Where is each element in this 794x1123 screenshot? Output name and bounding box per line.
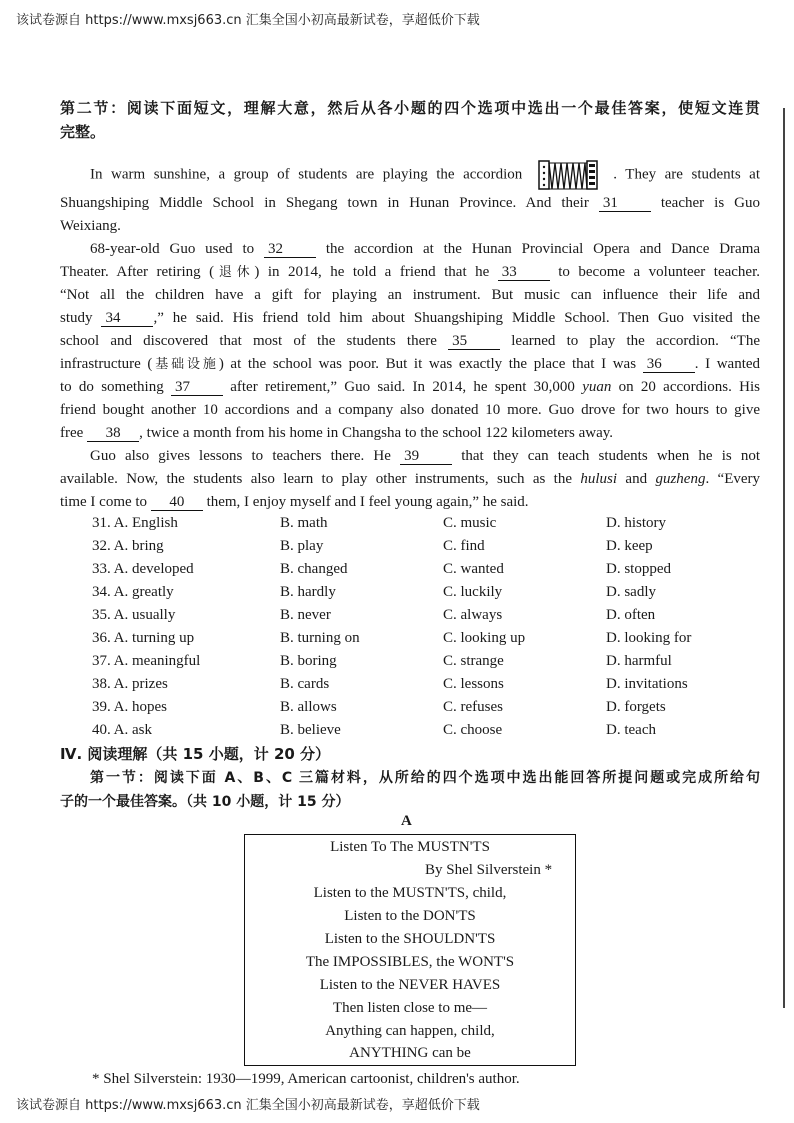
instruction-line-2: 子的一个最佳答案。（共 10 小题，计 15 分）: [60, 794, 350, 810]
option-c[interactable]: C. strange: [443, 653, 504, 669]
option-row: [92, 558, 752, 581]
passage-text: to do something: [60, 379, 164, 395]
section-title-line-2: 完整。: [60, 123, 106, 141]
passage-text: ) in 2014, he told a friend that he: [254, 264, 490, 280]
passage-text: school and discovered that most of the students there: [60, 333, 437, 349]
option-row: [92, 604, 752, 627]
option-a[interactable]: 36. A. turning up: [92, 630, 195, 646]
poem-line: The IMPOSSIBLES, the WONT'S: [305, 954, 515, 970]
passage-line: Weixiang.: [60, 218, 121, 234]
passage-text: 68-year-old Guo used to: [90, 241, 255, 257]
option-b[interactable]: B. cards: [280, 676, 330, 692]
poem-line: Listen to the NEVER HAVES: [319, 977, 501, 993]
option-d[interactable]: D. history: [606, 515, 666, 531]
passage-italic: yuan: [582, 379, 612, 395]
option-row: [92, 512, 752, 535]
blank-34[interactable]: 34: [101, 310, 153, 327]
passage-italic: hulusi: [580, 471, 618, 487]
passage-text: teacher is Guo: [660, 195, 761, 211]
accordion-icon: [537, 155, 599, 195]
option-b[interactable]: B. hardly: [280, 584, 336, 600]
option-d[interactable]: D. teach: [606, 722, 656, 738]
blank-37[interactable]: 37: [171, 379, 223, 396]
passage-line: [60, 377, 760, 397]
blank-39[interactable]: 39: [400, 448, 452, 465]
option-row: [92, 627, 752, 650]
passage-text: the accordion at the Hunan Provincial Opera and Dance Drama: [325, 241, 761, 257]
section-title: [60, 96, 760, 144]
option-b[interactable]: B. changed: [280, 561, 348, 577]
option-d[interactable]: D. often: [606, 607, 656, 623]
option-d[interactable]: D. keep: [606, 538, 653, 554]
passage-line: [60, 239, 760, 259]
passage-text: . “Every: [705, 471, 761, 487]
option-a[interactable]: 39. A. hopes: [92, 699, 167, 715]
passage-italic: guzheng: [655, 471, 706, 487]
passage-line: [60, 354, 760, 375]
option-d[interactable]: D. looking for: [606, 630, 692, 646]
passage-text: ) at the school was poor. But it was exactly the place that I was: [218, 356, 637, 372]
option-b[interactable]: B. never: [280, 607, 331, 623]
option-c[interactable]: C. wanted: [443, 561, 504, 577]
option-row: [92, 673, 752, 696]
blank-36[interactable]: 36: [643, 356, 695, 373]
poem-line: Listen to the SHOULDN'TS: [324, 931, 496, 947]
passage-text: to become a volunteer teacher.: [558, 264, 760, 280]
passage-text: study: [60, 310, 93, 326]
option-b[interactable]: B. believe: [280, 722, 341, 738]
passage-text: and: [625, 471, 648, 487]
poem-line: ANYTHING can be: [349, 1045, 471, 1061]
passage-text: after retirement,” Guo said. In 2014, he spent 30,000: [230, 379, 575, 395]
source-banner-bottom: 该试卷源自 https://www.mxsj663.cn 汇集全国小初高最新试卷，享超低价下载: [16, 1098, 480, 1113]
option-a[interactable]: 35. A. usually: [92, 607, 176, 623]
blank-38[interactable]: 38: [87, 425, 139, 442]
option-a[interactable]: 40. A. ask: [92, 722, 152, 738]
passage-text: ,” he said. His friend told him about Shuangshiping Middle School. Then Guo visited the: [153, 310, 760, 326]
passage-line: [60, 492, 760, 512]
passage-text: Theater. After retiring (: [60, 264, 215, 280]
option-d[interactable]: D. sadly: [606, 584, 656, 600]
option-c[interactable]: C. music: [443, 515, 497, 531]
option-row: [92, 650, 752, 673]
option-row: [92, 696, 752, 719]
passage-line: [60, 155, 760, 195]
passage-line: [60, 446, 760, 466]
section-title-line-1: 第二节：阅读下面短文，理解大意，然后从各小题的四个选项中选出一个最佳答案，使短文连贯: [60, 99, 760, 117]
passage-line: [60, 308, 760, 328]
option-row: [92, 719, 752, 742]
option-row: [92, 535, 752, 558]
blank-33[interactable]: 33: [498, 264, 550, 281]
passage-line: friend bought another 10 accordions and a company also donated 10 more. Guo drove for two hours to give: [60, 402, 760, 418]
option-d[interactable]: D. stopped: [606, 561, 671, 577]
part-instructions: [60, 766, 760, 814]
answer-options: [92, 512, 752, 742]
chinese-gloss: 基础设施: [152, 357, 219, 372]
option-c[interactable]: C. luckily: [443, 584, 503, 600]
passage-line: [60, 469, 760, 489]
poem-line: Anything can happen, child,: [325, 1023, 495, 1039]
blank-32[interactable]: 32: [264, 241, 316, 258]
chinese-gloss: 退休: [214, 265, 255, 280]
poem-line: Then listen close to me—: [332, 1000, 488, 1016]
option-a[interactable]: 32. A. bring: [92, 538, 164, 554]
option-b[interactable]: B. math: [280, 515, 328, 531]
option-b[interactable]: B. turning on: [280, 630, 360, 646]
option-d[interactable]: D. harmful: [606, 653, 672, 669]
passage-line: “Not all the children have a gift for playing an instrument. But music can influence their life and: [60, 287, 760, 303]
option-c[interactable]: C. always: [443, 607, 503, 623]
option-d[interactable]: D. invitations: [606, 676, 688, 692]
passage-text: Shuangshiping Middle School in Shegang town in Hunan Province. And their: [60, 195, 589, 211]
blank-31[interactable]: 31: [599, 195, 651, 212]
option-c[interactable]: C. looking up: [443, 630, 526, 646]
blank-40[interactable]: 40: [151, 494, 203, 511]
passage-text: available. Now, the students also learn to play other instruments, such as the: [60, 471, 573, 487]
option-b[interactable]: B. allows: [280, 699, 337, 715]
option-d[interactable]: D. forgets: [606, 699, 666, 715]
option-c[interactable]: C. find: [443, 538, 485, 554]
poem-box: [244, 834, 576, 1066]
poem-author: By Shel Silverstein *: [425, 862, 553, 878]
passage-text: infrastructure (: [60, 356, 153, 372]
passage-line: [60, 193, 760, 213]
option-a[interactable]: 33. A. developed: [92, 561, 194, 577]
instruction-line-1: 第一节：阅读下面 A、B、C 三篇材料，从所给的四个选项中选出能回答所提问题或完成所给句: [90, 770, 760, 786]
passage-text: free: [60, 425, 84, 441]
poem-line: Listen to the MUSTN'TS, child,: [313, 885, 507, 901]
passage-label: A: [401, 813, 412, 829]
passage-text: time I come to: [60, 494, 148, 510]
option-c[interactable]: C. choose: [443, 722, 503, 738]
scan-edge-line: [783, 108, 785, 1008]
part-title: Ⅳ. 阅读理解（共 15 小题，计 20 分）: [60, 745, 331, 763]
passage-text: In warm sunshine, a group of students are playing the accordion: [90, 166, 523, 183]
passage-text: , twice a month from his home in Changsha to the school 122 kilometers away.: [139, 425, 613, 441]
passage-line: [60, 262, 760, 283]
passage-text: . They are students at: [613, 166, 761, 183]
option-b[interactable]: B. play: [280, 538, 324, 554]
passage-text: them, I enjoy myself and I feel young again,” he said.: [206, 494, 529, 510]
passage-text: . I wanted: [694, 356, 761, 372]
passage-text: on 20 accordions. His: [618, 379, 760, 395]
footnote: * Shel Silverstein: 1930—1999, American cartoonist, children's author.: [92, 1071, 520, 1087]
option-row: [92, 581, 752, 604]
passage-line: [60, 423, 760, 443]
option-a[interactable]: 38. A. prizes: [92, 676, 168, 692]
passage-text: learned to play the accordion. “The: [511, 333, 760, 349]
option-c[interactable]: C. lessons: [443, 676, 504, 692]
passage-text: Guo also gives lessons to teachers there. He: [90, 448, 391, 464]
option-a[interactable]: 34. A. greatly: [92, 584, 174, 600]
option-b[interactable]: B. boring: [280, 653, 337, 669]
option-a[interactable]: 31. A. English: [92, 515, 178, 531]
passage-line: [60, 331, 760, 351]
poem-title: Listen To The MUSTN'TS: [330, 839, 490, 855]
blank-35[interactable]: 35: [448, 333, 500, 350]
poem-line: Listen to the DON'TS: [344, 908, 476, 924]
source-banner-top: 该试卷源自 https://www.mxsj663.cn 汇集全国小初高最新试卷，享超低价下载: [16, 13, 480, 28]
option-a[interactable]: 37. A. meaningful: [92, 653, 201, 669]
option-c[interactable]: C. refuses: [443, 699, 503, 715]
passage-text: that they can teach students when he is not: [461, 448, 761, 464]
